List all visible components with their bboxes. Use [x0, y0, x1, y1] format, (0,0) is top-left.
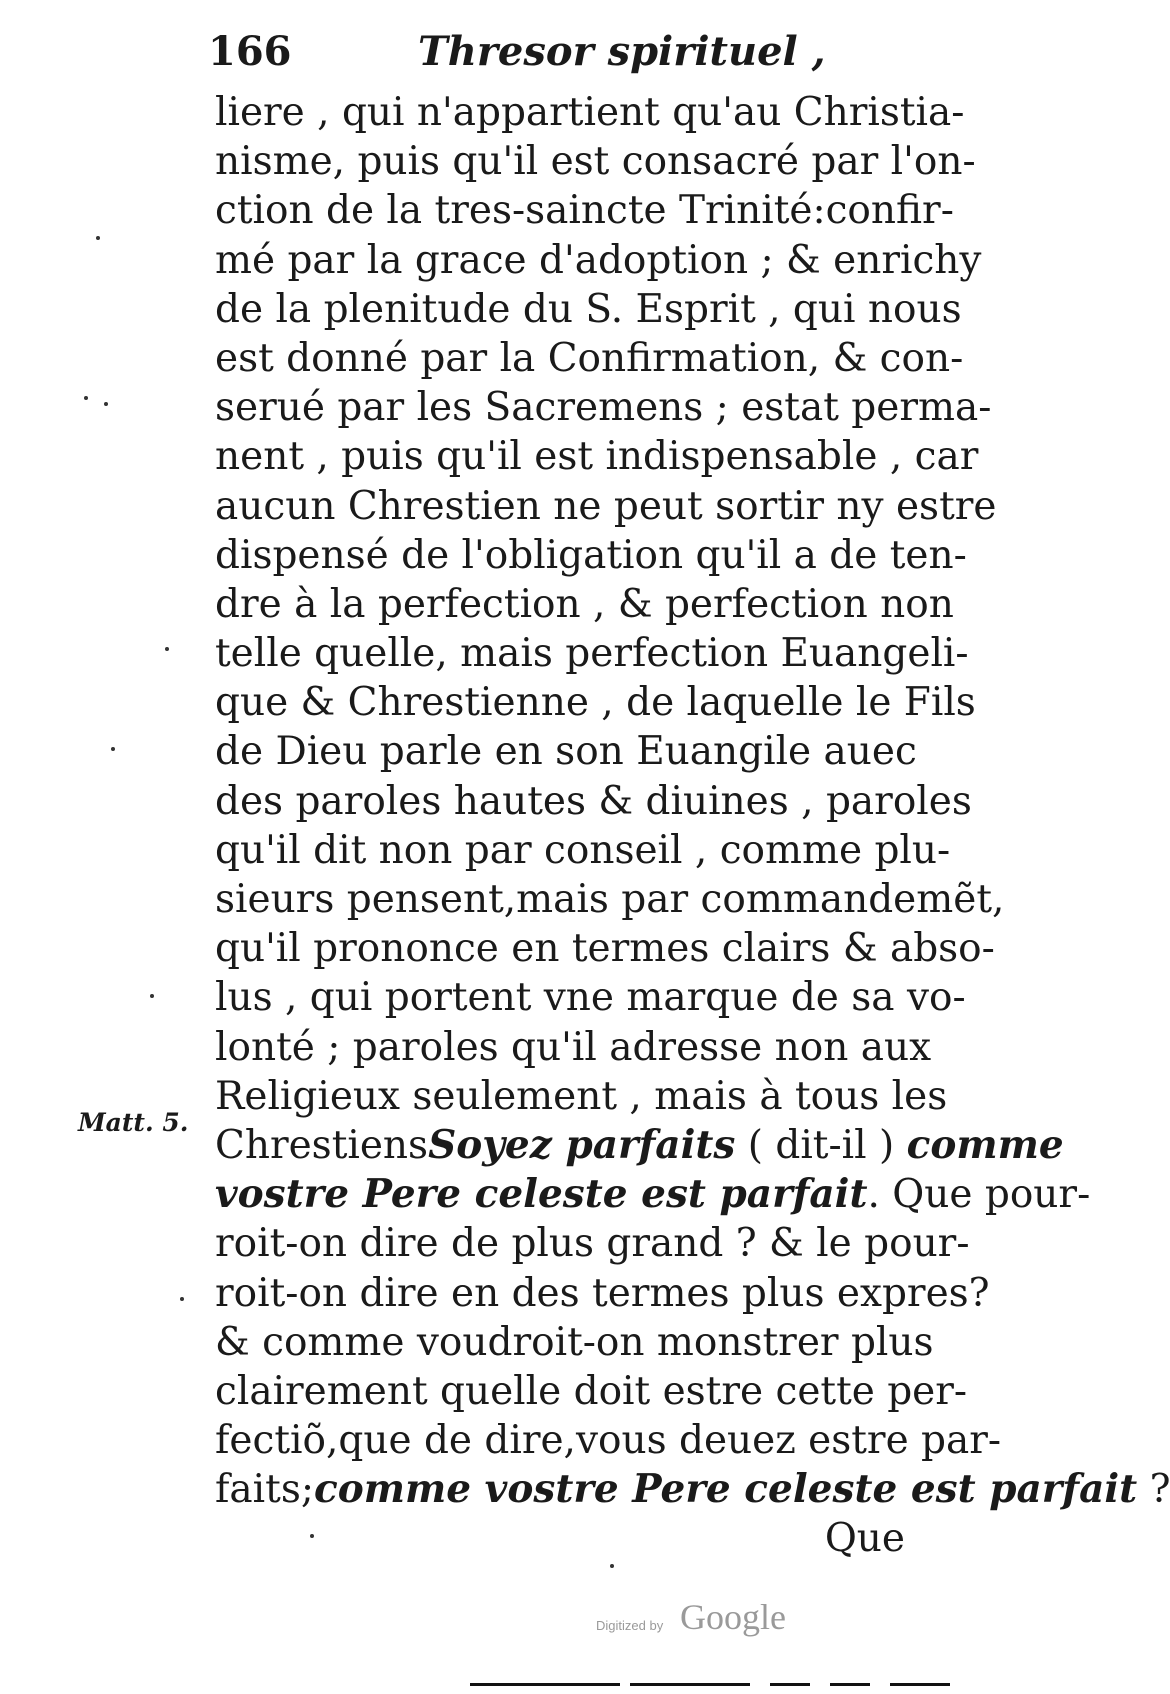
- text-line: [215, 531, 967, 580]
- text-run: de Dieu parle en son Euangile auec: [215, 729, 917, 775]
- text-line: [215, 285, 962, 334]
- text-run: des paroles hautes & diuines , paroles: [215, 778, 972, 824]
- text-run: aucun Chrestien ne peut sortir ny estre: [215, 483, 997, 529]
- text-line: [215, 1416, 1002, 1465]
- text-run: mé par la grace d'adoption ; & enrichy: [215, 237, 982, 283]
- bottom-rule: [770, 1683, 810, 1686]
- text-run: serué par les Sacremens ; estat perma-: [215, 385, 992, 431]
- text-run: nent , puis qu'il est indispensable , car: [215, 434, 979, 480]
- text-run: lonté ; paroles qu'il adresse non aux: [215, 1024, 932, 1070]
- text-run: Religieux seulement , mais à tous les: [215, 1073, 948, 1119]
- text-line: [215, 1219, 970, 1268]
- text-run: ?: [1137, 1467, 1170, 1513]
- bottom-rule: [890, 1683, 950, 1686]
- text-line: [215, 1072, 948, 1121]
- text-run: dispensé de l'obligation qu'il a de ten-: [215, 532, 967, 578]
- text-line: [215, 777, 972, 826]
- text-line: [215, 482, 997, 531]
- text-line: [215, 678, 976, 727]
- scan-speck: [180, 1297, 184, 1301]
- text-line: [215, 826, 951, 875]
- margin-note: Matt. 5.: [78, 1108, 189, 1137]
- catchword: Que: [824, 1516, 905, 1562]
- watermark-small-text: Digitized by: [596, 1618, 664, 1633]
- text-run: ction de la tres-saincte Trinité:confir-: [215, 188, 954, 234]
- text-line: [215, 1367, 968, 1416]
- text-run: liere , qui n'appartient qu'au Christia-: [215, 90, 965, 135]
- text-run: telle quelle, mais perfection Euangeli-: [215, 631, 969, 677]
- text-run: dre à la perfection , & perfection non: [215, 581, 954, 627]
- text-line: [215, 137, 976, 186]
- text-line: [215, 875, 1005, 924]
- text-line: [215, 727, 917, 776]
- text-line: [215, 973, 966, 1022]
- text-run: & comme voudroit-on monstrer plus: [215, 1319, 934, 1365]
- text-run: . Que pour-: [867, 1172, 1091, 1218]
- body-text: [215, 88, 1170, 1564]
- text-line: [215, 334, 964, 383]
- scan-speck: [310, 1534, 314, 1538]
- text-run: est donné par la Confirmation, & con-: [215, 335, 964, 381]
- text-run: qu'il prononce en termes clairs & abso-: [215, 926, 995, 972]
- digitized-by-google-watermark: [596, 1596, 816, 1646]
- running-title: Thresor spirituel ,: [418, 28, 826, 75]
- scan-speck: [150, 994, 154, 998]
- text-run: roit-on dire de plus grand ? & le pour-: [215, 1221, 970, 1267]
- text-run: lus , qui portent vne marque de sa vo-: [215, 975, 966, 1021]
- text-line: [215, 1318, 934, 1367]
- text-line: [215, 383, 992, 432]
- bottom-rule: [470, 1683, 620, 1686]
- text-run: clairement quelle doit estre cette per-: [215, 1368, 968, 1414]
- text-run: qu'il dit non par conseil , comme plu-: [215, 827, 951, 873]
- scan-speck: [111, 747, 115, 751]
- scan-speck: [104, 402, 108, 406]
- text-line: [215, 236, 982, 285]
- text-run: roit-on dire en des termes plus expres?: [215, 1270, 990, 1316]
- text-line: [215, 629, 969, 678]
- bottom-rule: [830, 1683, 870, 1686]
- italic-quote: comme: [906, 1121, 1064, 1168]
- text-line: [215, 580, 954, 629]
- italic-quote: vostre Pere celeste est parfait: [215, 1171, 868, 1218]
- text-line: [215, 1023, 932, 1072]
- text-line: [215, 1269, 990, 1318]
- text-run: sieurs pensent,mais par commandemẽt,: [215, 877, 1005, 922]
- text-run: Chrestiens: [215, 1122, 429, 1168]
- italic-quote: Soyez parfaits: [428, 1121, 736, 1168]
- text-run: que & Chrestienne , de laquelle le Fils: [215, 680, 976, 726]
- text-run: fectiõ,que de dire,vous deuez estre par-: [215, 1418, 1002, 1464]
- bottom-rule: [630, 1683, 750, 1686]
- text-run: nisme, puis qu'il est consacré par l'on-: [215, 139, 976, 185]
- text-line: [215, 186, 954, 235]
- scan-speck: [84, 396, 88, 400]
- scan-speck: [610, 1564, 614, 1568]
- text-line: [215, 1121, 1064, 1170]
- text-run: ( dit-il ): [735, 1122, 907, 1168]
- page-number: 166: [208, 28, 292, 75]
- scan-speck: [96, 236, 100, 240]
- text-line: [215, 1465, 1170, 1514]
- text-line: [215, 1170, 1091, 1219]
- text-line: [215, 924, 995, 973]
- watermark-logo-text: Google: [680, 1597, 786, 1637]
- italic-quote: comme vostre Pere celeste est parfait: [314, 1466, 1138, 1513]
- page-header: [208, 28, 908, 88]
- text-run: de la plenitude du S. Esprit , qui nous: [215, 286, 962, 332]
- text-line: [215, 432, 979, 481]
- text-line: [215, 88, 965, 137]
- text-run: faits;: [215, 1467, 314, 1513]
- scan-speck: [165, 647, 169, 651]
